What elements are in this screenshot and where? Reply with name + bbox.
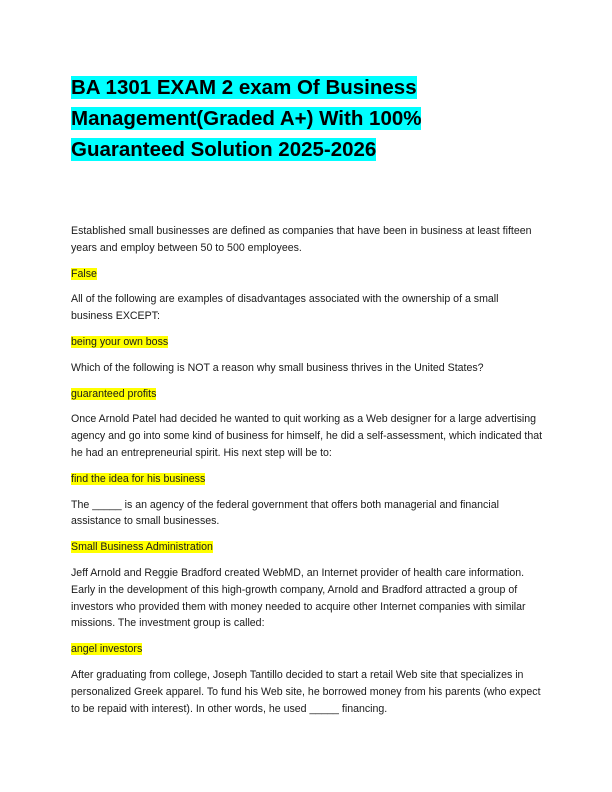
answer-2 <box>71 334 543 351</box>
question-6: Jeff Arnold and Reggie Bradford created WebMD, an Internet provider of health care information. Early in the development of this high-growth company, Arnold and Bradford attracted a group of investors who provided them with money needed to acquire other Internet companies with similar missions. The investment group is called: <box>71 566 526 630</box>
question-4: Once Arnold Patel had decided he wanted to quit working as a Web designer for a large advertising agency and go into some kind of business for himself, he did a self-assessment, which indicated that he had an entrepreneurial spirit. His next step will be to: <box>71 413 543 459</box>
answer-1-text: False <box>71 267 97 280</box>
document-title-text: BA 1301 EXAM 2 exam Of Business Management(Graded A+) With 100% Guaranteed Solution 2025-2026 <box>71 76 422 161</box>
answer-4 <box>71 471 543 488</box>
question-3: Which of the following is NOT a reason why small business thrives in the United States? <box>71 361 484 374</box>
answer-5 <box>71 539 543 556</box>
question-7: After graduating from college, Joseph Tantillo decided to start a retail Web site that specializes in personalized Greek apparel. To fund his Web site, he borrowed money from his parents (who expect to be repaid with interest). In other words, he used _____ financing. <box>71 668 541 715</box>
answer-3 <box>71 386 543 403</box>
answer-6 <box>71 641 543 658</box>
answer-3-text: guaranteed profits <box>71 387 157 400</box>
answer-6-text: angel investors <box>71 643 143 656</box>
answer-5-text: Small Business Administration <box>71 541 213 554</box>
document-body <box>71 223 543 717</box>
document-title <box>71 72 541 165</box>
question-1: Established small businesses are defined as companies that have been in business at least fifteen years and employ between 50 to 500 employees. <box>71 225 532 254</box>
question-5: The _____ is an agency of the federal government that offers both managerial and financial assistance to small businesses. <box>71 498 499 528</box>
answer-2-text: being your own boss <box>71 335 169 348</box>
answer-4-text: find the idea for his business <box>71 472 206 485</box>
question-2: All of the following are examples of disadvantages associated with the ownership of a small business EXCEPT: <box>71 293 499 323</box>
answer-1 <box>71 266 543 283</box>
